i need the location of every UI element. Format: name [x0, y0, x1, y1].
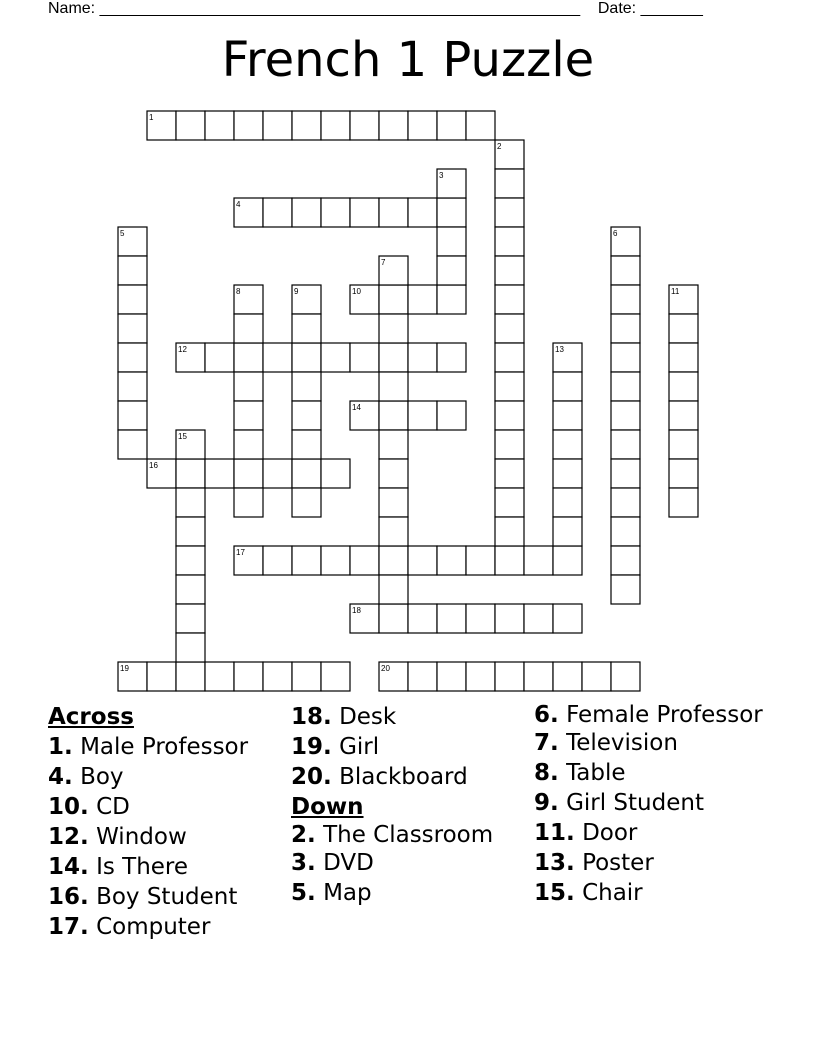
- grid-cell[interactable]: [118, 285, 147, 314]
- grid-cell[interactable]: [524, 662, 553, 691]
- grid-cell[interactable]: [292, 662, 321, 691]
- grid-cell[interactable]: [466, 662, 495, 691]
- grid-cell[interactable]: [205, 343, 234, 372]
- grid-cell[interactable]: [553, 546, 582, 575]
- grid-cell[interactable]: [379, 575, 408, 604]
- grid-cell[interactable]: [495, 256, 524, 285]
- grid-cell[interactable]: [669, 343, 698, 372]
- grid-cell[interactable]: [495, 459, 524, 488]
- grid-cell[interactable]: [234, 343, 263, 372]
- cell-number-17: 17: [236, 548, 245, 557]
- grid-cell[interactable]: [379, 604, 408, 633]
- grid-cell[interactable]: [263, 662, 292, 691]
- grid-cell[interactable]: [292, 372, 321, 401]
- grid-cell[interactable]: [176, 662, 205, 691]
- page-title: French 1 Puzzle: [221, 32, 595, 88]
- grid-cell[interactable]: [321, 111, 350, 140]
- grid-cell[interactable]: [669, 401, 698, 430]
- clue-across-17: 17. Computer: [48, 914, 211, 940]
- grid-cell[interactable]: [495, 430, 524, 459]
- name-label: Name:: [48, 0, 96, 17]
- cell-number-15: 15: [178, 432, 187, 441]
- grid-cell[interactable]: [495, 517, 524, 546]
- grid-cell[interactable]: [437, 546, 466, 575]
- grid-cell[interactable]: [379, 488, 408, 517]
- cell-number-5: 5: [120, 229, 125, 238]
- date-blank[interactable]: _______: [640, 0, 703, 17]
- grid-cell[interactable]: [669, 314, 698, 343]
- grid-cell[interactable]: [118, 314, 147, 343]
- grid-cell[interactable]: [495, 401, 524, 430]
- grid-cell[interactable]: [495, 372, 524, 401]
- grid-cell[interactable]: [263, 546, 292, 575]
- grid-cell[interactable]: [437, 198, 466, 227]
- grid-cell[interactable]: [234, 488, 263, 517]
- cell-number-19: 19: [120, 664, 129, 673]
- clue-down-13: 13. Poster: [534, 850, 654, 876]
- grid-cell[interactable]: [437, 111, 466, 140]
- cell-number-2: 2: [497, 142, 502, 151]
- grid-cell[interactable]: [611, 256, 640, 285]
- grid-cell[interactable]: [379, 198, 408, 227]
- grid-cell[interactable]: [176, 111, 205, 140]
- clue-column-2: [291, 702, 521, 908]
- across-heading: Across: [48, 704, 134, 730]
- grid-cell[interactable]: [437, 604, 466, 633]
- grid-cell[interactable]: [611, 517, 640, 546]
- cell-number-3: 3: [439, 171, 444, 180]
- name-blank[interactable]: ______________________________________________________: [99, 0, 581, 17]
- grid-cell[interactable]: [495, 488, 524, 517]
- clue-down-3: 3. DVD: [291, 850, 374, 876]
- cell-number-7: 7: [381, 258, 386, 267]
- cell-number-1: 1: [149, 113, 154, 122]
- clue-down-2: 2. The Classroom: [291, 822, 494, 848]
- clue-across-19: 19. Girl: [291, 734, 380, 760]
- grid-cell[interactable]: [234, 662, 263, 691]
- grid-cell[interactable]: [321, 198, 350, 227]
- grid-cell[interactable]: [437, 401, 466, 430]
- grid-cell[interactable]: [437, 285, 466, 314]
- grid-cell[interactable]: [118, 343, 147, 372]
- grid-cell[interactable]: [205, 459, 234, 488]
- grid-cell[interactable]: [234, 372, 263, 401]
- grid-cell[interactable]: [379, 517, 408, 546]
- grid-cell[interactable]: [466, 111, 495, 140]
- grid-cell[interactable]: [553, 372, 582, 401]
- grid-cell[interactable]: [350, 546, 379, 575]
- grid-cell[interactable]: [611, 488, 640, 517]
- grid-cell[interactable]: [669, 488, 698, 517]
- clue-down-15: 15. Chair: [534, 880, 643, 906]
- grid-cell[interactable]: [379, 343, 408, 372]
- grid-cell[interactable]: [408, 111, 437, 140]
- grid-cell[interactable]: [292, 111, 321, 140]
- grid-cell[interactable]: [437, 256, 466, 285]
- grid-cell[interactable]: [611, 575, 640, 604]
- grid-cell[interactable]: [234, 111, 263, 140]
- grid-cell[interactable]: [582, 662, 611, 691]
- grid-cell[interactable]: [292, 314, 321, 343]
- clue-down-8: 8. Table: [534, 760, 626, 786]
- clue-across-10: 10. CD: [48, 794, 130, 820]
- clue-down-11: 11. Door: [534, 820, 638, 846]
- cell-number-8: 8: [236, 287, 241, 296]
- grid-cell[interactable]: [176, 546, 205, 575]
- grid-cell[interactable]: [669, 430, 698, 459]
- grid-cell[interactable]: [611, 546, 640, 575]
- grid-cell[interactable]: [553, 459, 582, 488]
- grid-cell[interactable]: [176, 517, 205, 546]
- grid-cell[interactable]: [176, 488, 205, 517]
- grid-cell[interactable]: [147, 662, 176, 691]
- grid-cell[interactable]: [495, 662, 524, 691]
- grid-cell[interactable]: [292, 401, 321, 430]
- cell-number-12: 12: [178, 345, 187, 354]
- grid-cell[interactable]: [205, 662, 234, 691]
- grid-cell[interactable]: [379, 314, 408, 343]
- grid-cell[interactable]: [611, 314, 640, 343]
- grid-cell[interactable]: [321, 546, 350, 575]
- cell-number-4: 4: [236, 200, 241, 209]
- grid-cell[interactable]: [176, 459, 205, 488]
- grid-cell[interactable]: [408, 604, 437, 633]
- grid-cell[interactable]: [408, 198, 437, 227]
- grid-cell[interactable]: [321, 459, 350, 488]
- date-label: Date:: [597, 0, 637, 17]
- grid-cell[interactable]: [495, 227, 524, 256]
- grid-cell[interactable]: [553, 604, 582, 633]
- grid-cell[interactable]: [292, 198, 321, 227]
- clue-down-9: 9. Girl Student: [534, 790, 704, 816]
- grid-cell[interactable]: [437, 343, 466, 372]
- grid-cell[interactable]: [321, 662, 350, 691]
- grid-cell[interactable]: [408, 285, 437, 314]
- cell-number-10: 10: [352, 287, 361, 296]
- grid-cell[interactable]: [234, 314, 263, 343]
- clue-column-1: [48, 702, 278, 942]
- grid-cell[interactable]: [379, 430, 408, 459]
- grid-cell[interactable]: [379, 285, 408, 314]
- grid-cell[interactable]: [495, 169, 524, 198]
- grid-cell[interactable]: [611, 662, 640, 691]
- grid-cell[interactable]: [350, 343, 379, 372]
- clue-across-12: 12. Window: [48, 824, 187, 850]
- grid-cell[interactable]: [234, 401, 263, 430]
- grid-cell[interactable]: [379, 546, 408, 575]
- grid-cell[interactable]: [292, 459, 321, 488]
- grid-cell[interactable]: [292, 546, 321, 575]
- grid-cell[interactable]: [611, 401, 640, 430]
- grid-cell[interactable]: [408, 546, 437, 575]
- down-heading: Down: [291, 794, 364, 820]
- grid-cell[interactable]: [524, 604, 553, 633]
- cell-number-9: 9: [294, 287, 299, 296]
- clue-across-4: 4. Boy: [48, 764, 124, 790]
- grid-cell[interactable]: [118, 256, 147, 285]
- grid-cell[interactable]: [408, 343, 437, 372]
- grid-cell[interactable]: [379, 111, 408, 140]
- cell-number-16: 16: [149, 461, 158, 470]
- grid-cell[interactable]: [118, 401, 147, 430]
- cell-number-13: 13: [555, 345, 564, 354]
- grid-cell[interactable]: [321, 343, 350, 372]
- grid-cell[interactable]: [553, 430, 582, 459]
- grid-cell[interactable]: [350, 198, 379, 227]
- grid-cell[interactable]: [495, 285, 524, 314]
- grid-cell[interactable]: [292, 430, 321, 459]
- grid-cell[interactable]: [176, 633, 205, 662]
- grid-cell[interactable]: [611, 285, 640, 314]
- clue-across-16: 16. Boy Student: [48, 884, 238, 910]
- cell-number-14: 14: [352, 403, 361, 412]
- cell-number-20: 20: [381, 664, 390, 673]
- clue-across-14: 14. Is There: [48, 854, 189, 880]
- grid-cell[interactable]: [611, 343, 640, 372]
- grid-cell[interactable]: [669, 372, 698, 401]
- grid-cell[interactable]: [263, 343, 292, 372]
- cell-number-6: 6: [613, 229, 618, 238]
- grid-cell[interactable]: [379, 372, 408, 401]
- grid-cell[interactable]: [263, 198, 292, 227]
- grid-cell[interactable]: [437, 662, 466, 691]
- grid-cell[interactable]: [263, 111, 292, 140]
- grid-cell[interactable]: [553, 488, 582, 517]
- grid-cell[interactable]: [176, 575, 205, 604]
- grid-cell[interactable]: [350, 111, 379, 140]
- clue-down-7: 7. Television: [534, 730, 678, 756]
- grid-cell[interactable]: [495, 546, 524, 575]
- grid-cell[interactable]: [524, 546, 553, 575]
- cell-number-11: 11: [671, 287, 680, 296]
- grid-cell[interactable]: [176, 604, 205, 633]
- grid-cell[interactable]: [205, 111, 234, 140]
- grid-cell[interactable]: [437, 227, 466, 256]
- grid-cell[interactable]: [495, 198, 524, 227]
- grid-cell[interactable]: [466, 604, 495, 633]
- clue-down-5: 5. Map: [291, 880, 372, 906]
- grid-cell[interactable]: [553, 401, 582, 430]
- clue-down-6: 6. Female Professor: [534, 702, 763, 728]
- grid-cell[interactable]: [408, 662, 437, 691]
- grid-cell[interactable]: [118, 372, 147, 401]
- grid-cell[interactable]: [118, 430, 147, 459]
- grid-cell[interactable]: [553, 662, 582, 691]
- grid-cell[interactable]: [263, 459, 292, 488]
- grid-cell[interactable]: [495, 314, 524, 343]
- grid-cell[interactable]: [234, 430, 263, 459]
- clue-across-20: 20. Blackboard: [291, 764, 468, 790]
- clue-across-1: 1. Male Professor: [48, 734, 249, 760]
- clue-across-18: 18. Desk: [291, 704, 397, 730]
- grid-cell[interactable]: [495, 343, 524, 372]
- grid-cell[interactable]: [611, 459, 640, 488]
- grid-cell[interactable]: [234, 459, 263, 488]
- grid-cell[interactable]: [611, 372, 640, 401]
- grid-cell[interactable]: [379, 401, 408, 430]
- grid-cell[interactable]: [379, 459, 408, 488]
- grid-cell[interactable]: [611, 430, 640, 459]
- grid-cell[interactable]: [669, 459, 698, 488]
- clue-column-3: [534, 702, 764, 908]
- grid-cell[interactable]: [292, 488, 321, 517]
- cell-number-18: 18: [352, 606, 361, 615]
- grid-cell[interactable]: [495, 604, 524, 633]
- grid-cell[interactable]: [553, 517, 582, 546]
- grid-cell[interactable]: [408, 401, 437, 430]
- grid-cell[interactable]: [466, 546, 495, 575]
- grid-cell[interactable]: [292, 343, 321, 372]
